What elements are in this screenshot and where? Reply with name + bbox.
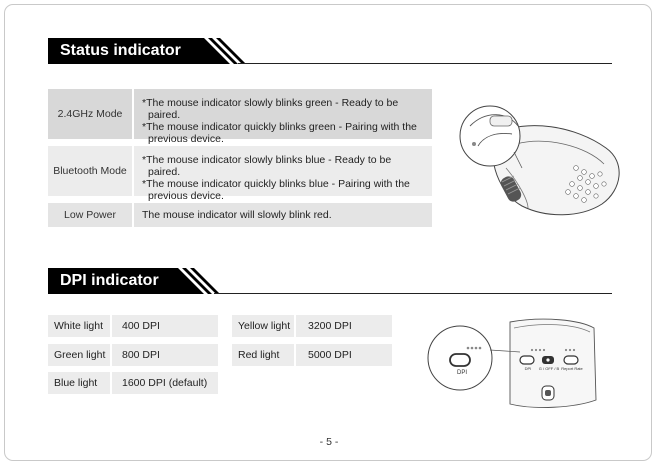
status-row-24ghz [48, 89, 432, 145]
header-rule [214, 293, 612, 294]
dpi-color-cell: Yellow light [232, 315, 294, 337]
dpi-value-cell: 400 DPI [112, 315, 218, 337]
mouse-side-illustration [456, 96, 636, 226]
dpi-color-cell: White light [48, 315, 110, 337]
header-rule [238, 63, 612, 64]
status-line: *The mouse indicator quickly blinks blue - Pairing with the previous device. [142, 178, 410, 202]
mouse-bottom-drawing [424, 318, 624, 410]
status-section-title: Status indicator [48, 38, 190, 64]
mouse-bottom-illustration [424, 318, 624, 410]
dpi-value-cell: 3200 DPI [296, 315, 392, 337]
status-mode-label: Bluetooth Mode [48, 146, 132, 196]
bottom-label-report-rate: Report Rate [561, 366, 583, 371]
header-stripes-decoration [164, 268, 224, 294]
dpi-value-cell: 1600 DPI (default) [112, 372, 218, 394]
dpi-section-title: DPI indicator [48, 268, 164, 294]
dpi-color-cell: Green light [48, 344, 110, 366]
status-mode-label: 2.4GHz Mode [48, 89, 132, 139]
status-section-header [48, 38, 612, 64]
status-line: *The mouse indicator quickly blinks green - Pairing with the previous device. [142, 121, 417, 145]
dpi-section-header [48, 268, 612, 294]
bottom-label-dpi: DPI [524, 366, 532, 371]
bottom-label-mode: G / OFF / B [538, 366, 560, 371]
dpi-button-label: DPI [456, 370, 467, 376]
status-line: *The mouse indicator slowly blinks blue - Ready to be paired. [142, 154, 392, 178]
dpi-color-cell: Red light [232, 344, 294, 366]
status-line: *The mouse indicator slowly blinks green - Ready to be paired. [142, 97, 399, 121]
dpi-value-cell: 800 DPI [112, 344, 218, 366]
status-description [134, 89, 432, 145]
header-stripes-decoration [190, 38, 250, 64]
status-line: The mouse indicator will slowly blink red. [142, 209, 332, 221]
dpi-value-cell: 5000 DPI [296, 344, 392, 366]
status-row-low-power [48, 203, 432, 227]
status-mode-label: Low Power [48, 203, 132, 227]
status-description [134, 146, 432, 202]
page-number: - 5 - [319, 436, 339, 448]
status-row-bluetooth [48, 146, 432, 202]
status-description [134, 203, 432, 227]
dpi-color-cell: Blue light [48, 372, 110, 394]
